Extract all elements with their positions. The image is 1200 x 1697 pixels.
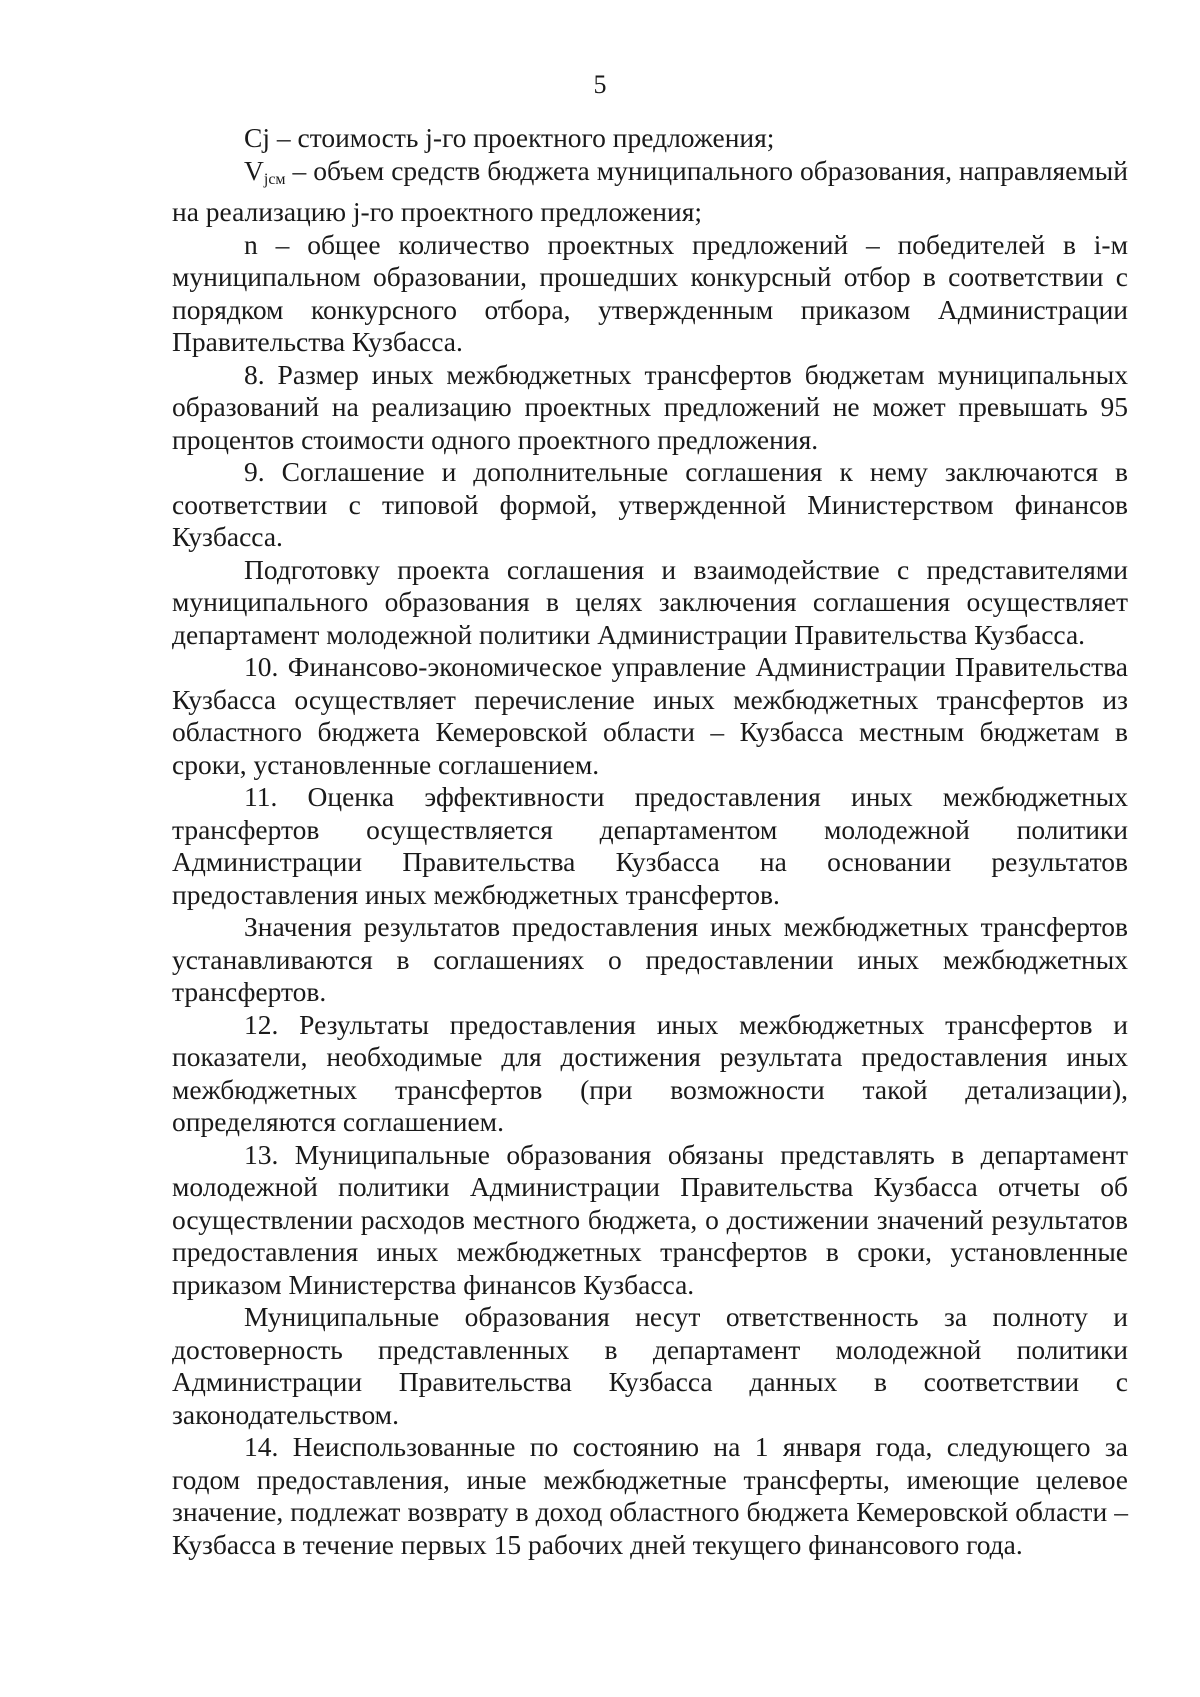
clause-13-continued-text: Муниципальные образования несут ответственность за полноту и достоверность представленных в департамент молодежной политики Администрации Правительства Кузбасса данных в соответствии с законодательством. bbox=[172, 1301, 1128, 1430]
definition-vjcm bbox=[172, 155, 1128, 229]
clause-11 bbox=[172, 781, 1128, 911]
clause-11-continued-text: Значения результатов предоставления иных межбюджетных трансфертов устанавливаются в соглашениях о предоставлении иных межбюджетных трансфертов. bbox=[172, 911, 1128, 1007]
definition-vjcm-subscript: jсм bbox=[263, 170, 286, 188]
clause-11-text: 11. Оценка эффективности предоставления иных межбюджетных трансфертов осуществляется департаментом молодежной политики Администрации Правительства Кузбасса на основании результатов предоставления иных межбюджетных трансфертов. bbox=[172, 781, 1128, 910]
clause-13 bbox=[172, 1139, 1128, 1302]
clause-14-text: 14. Неиспользованные по состоянию на 1 января года, следующего за годом предоставления, иные межбюджетные трансферты, имеющие целевое значение, подлежат возврату в доход областного бюджета Кемеровской области – Кузбасса в течение первых 15 рабочих дней текущего финансового года. bbox=[172, 1431, 1128, 1560]
definition-n bbox=[172, 229, 1128, 359]
clause-11-continued bbox=[172, 911, 1128, 1009]
page-number: 5 bbox=[593, 70, 607, 99]
definition-cj-text: Cj – стоимость j-го проектного предложения; bbox=[244, 122, 775, 153]
clause-9-continued bbox=[172, 554, 1128, 652]
definition-vjcm-text: – объем средств бюджета муниципального образования, направляемый на реализацию j-го проектного предложения; bbox=[172, 154, 1128, 227]
document-body bbox=[172, 122, 1128, 1561]
clause-9 bbox=[172, 456, 1128, 554]
definition-vjcm-symbol: V bbox=[244, 154, 264, 186]
definition-n-text: n – общее количество проектных предложений – победителей в i-м муниципальном образовании, прошедших конкурсный отбор в соответствии с порядком конкурсного отбора, утвержденным приказом Администрации Правительства Кузбасса. bbox=[172, 228, 1128, 357]
clause-8 bbox=[172, 359, 1128, 457]
clause-12-text: 12. Результаты предоставления иных межбюджетных трансфертов и показатели, необходимые для достижения результата предоставления иных межбюджетных трансфертов (при возможности такой детализации), определяются соглашением. bbox=[172, 1008, 1128, 1137]
clause-10-text: 10. Финансово-экономическое управление Администрации Правительства Кузбасса осуществляет перечисление иных межбюджетных трансфертов из областного бюджета Кемеровской области – Кузбасса местным бюджетам в сроки, установленные соглашением. bbox=[172, 651, 1128, 780]
clause-13-continued bbox=[172, 1301, 1128, 1431]
clause-8-text: 8. Размер иных межбюджетных трансфертов бюджетам муниципальных образований на реализацию проектных предложений не может превышать 95 процентов стоимости одного проектного предложения. bbox=[172, 358, 1128, 455]
definition-cj bbox=[172, 122, 1128, 155]
clause-14 bbox=[172, 1431, 1128, 1561]
clause-10 bbox=[172, 651, 1128, 781]
clause-9-continued-text: Подготовку проекта соглашения и взаимодействие с представителями муниципального образования в целях заключения соглашения осуществляет департамент молодежной политики Администрации Правительства Кузбасса. bbox=[172, 553, 1128, 650]
clause-12 bbox=[172, 1009, 1128, 1139]
clause-13-text: 13. Муниципальные образования обязаны представлять в департамент молодежной политики Администрации Правительства Кузбасса отчеты об осуществлении расходов местного бюджета, о достижении значений результатов предоставления иных межбюджетных трансфертов в сроки, установленные приказом Министерства финансов Кузбасса. bbox=[172, 1138, 1128, 1300]
clause-9-text: 9. Соглашение и дополнительные соглашения к нему заключаются в соответствии с типовой формой, утвержденной Министерством финансов Кузбасса. bbox=[172, 456, 1128, 552]
